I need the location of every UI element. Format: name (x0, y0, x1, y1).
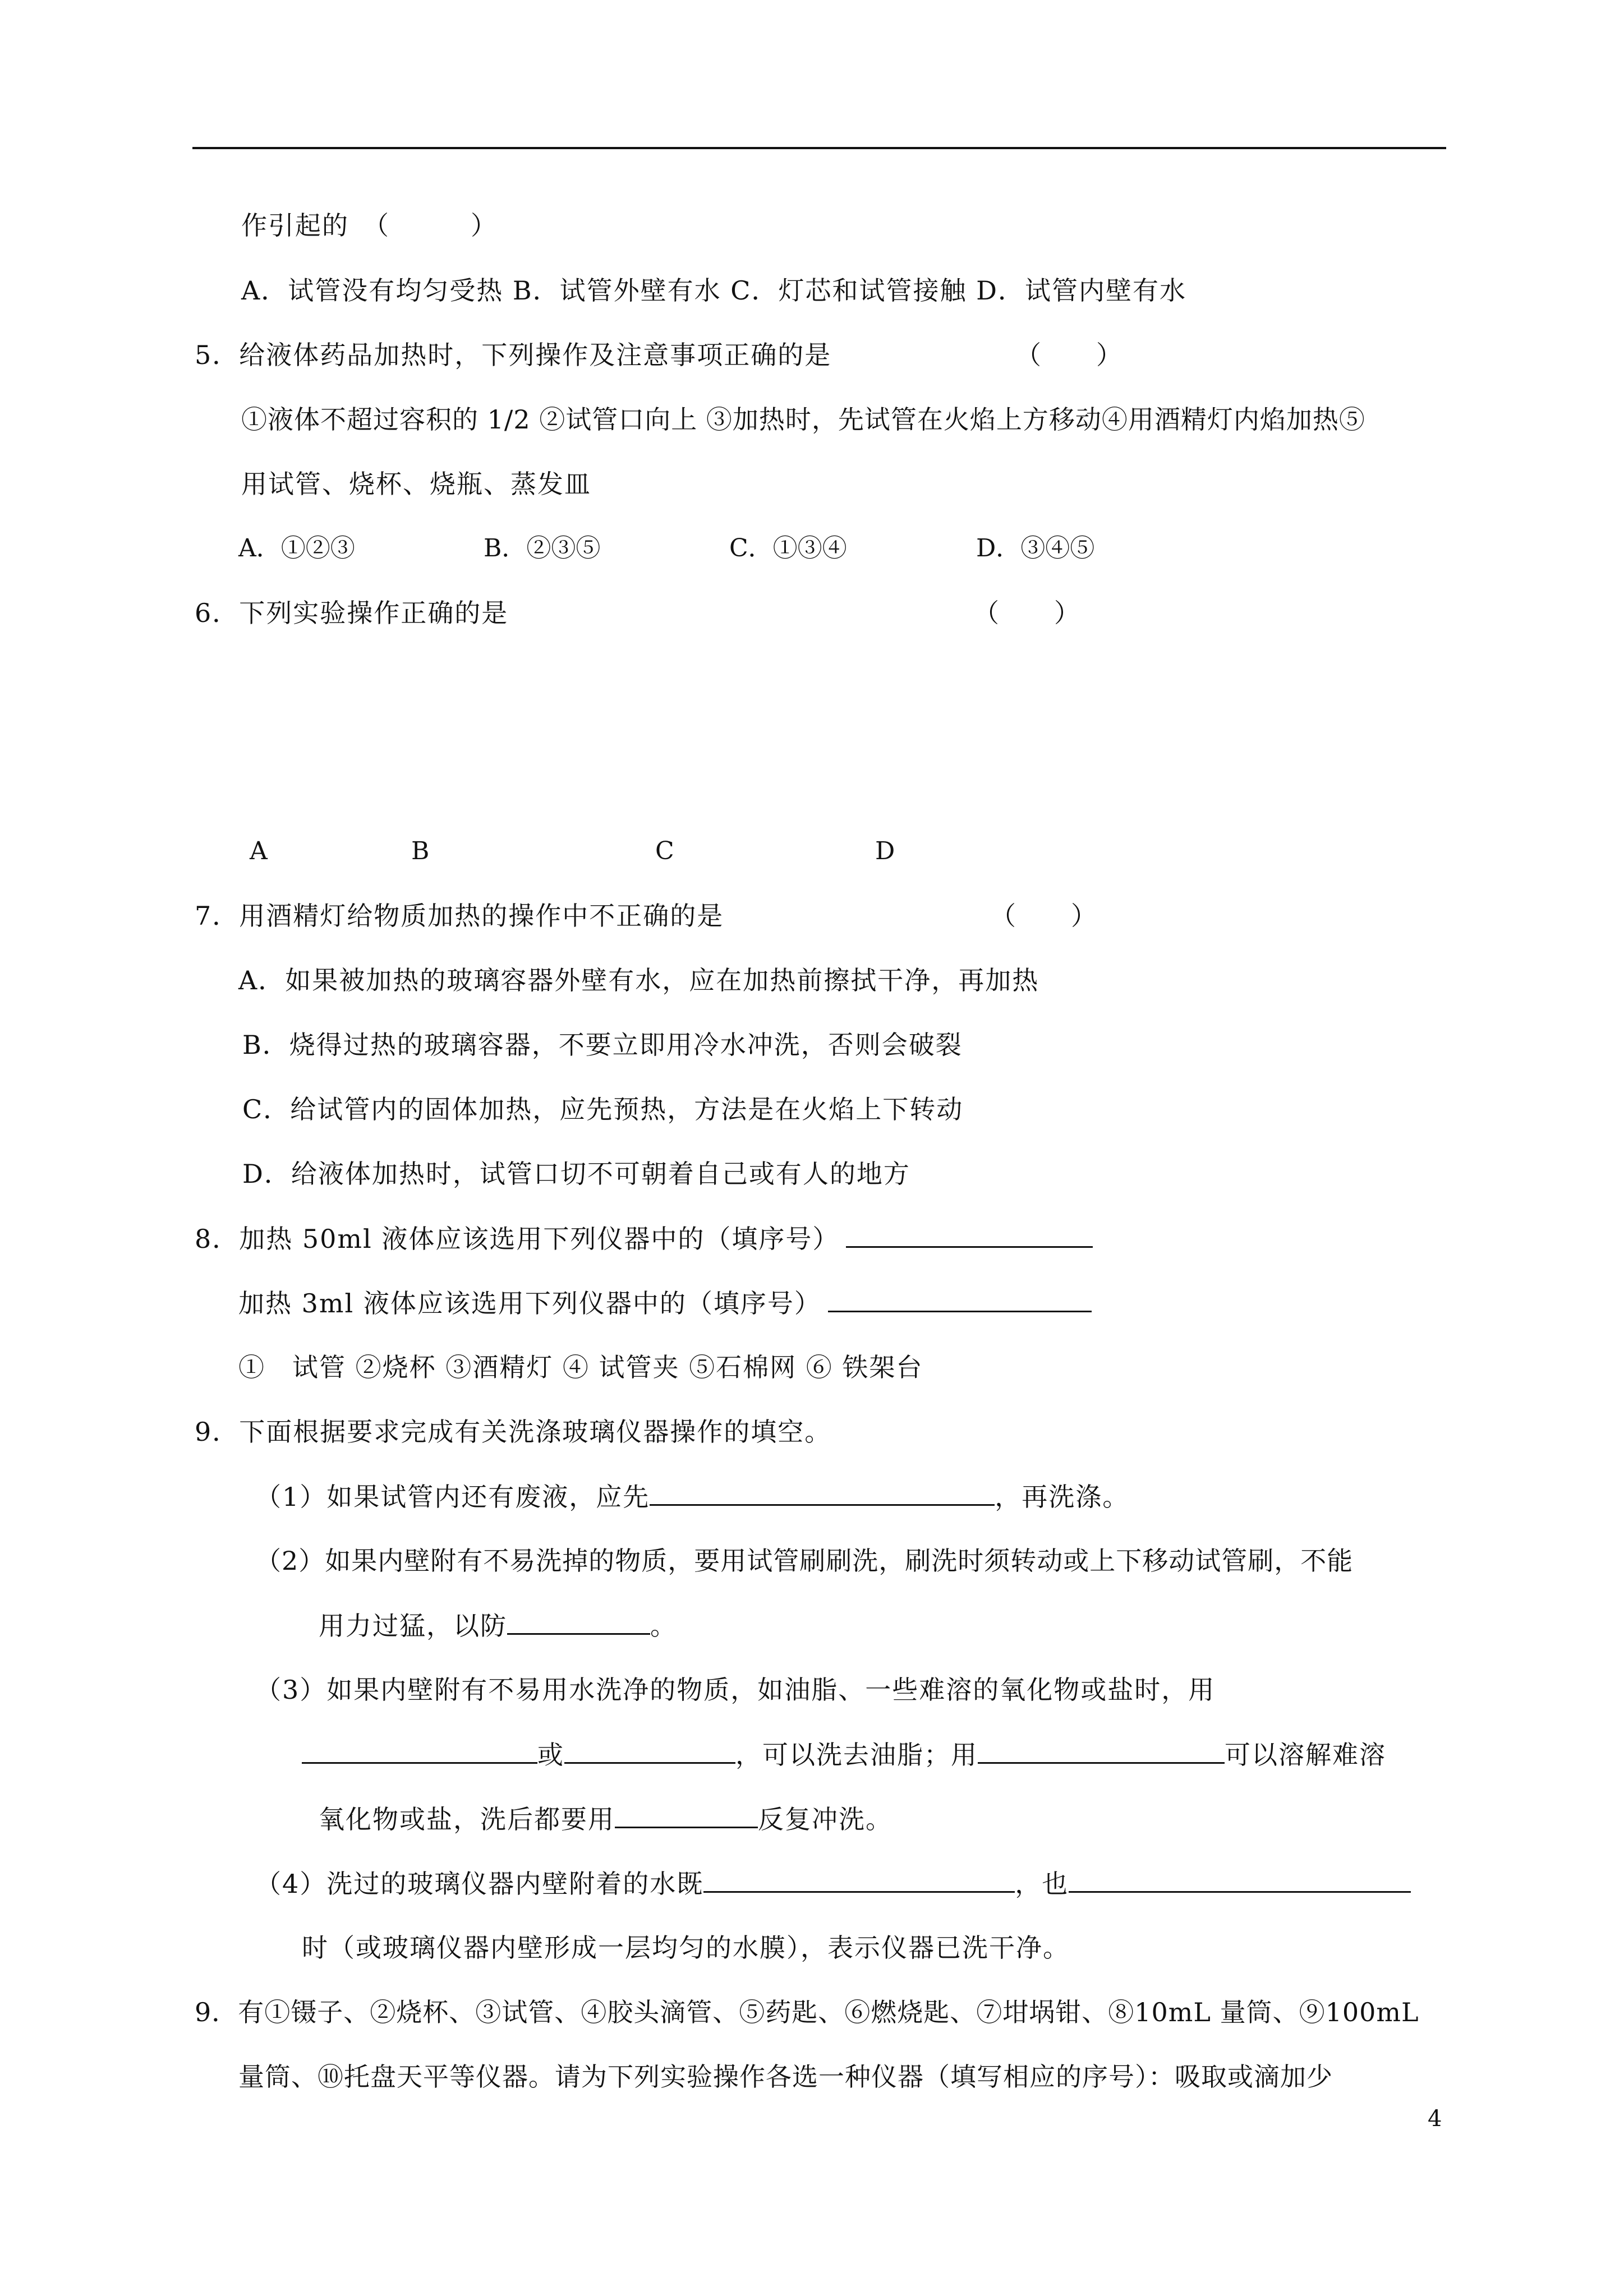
q9-part3-line2 (302, 1737, 1386, 1772)
q9-blank-1[interactable] (650, 1479, 995, 1506)
q9b-line1: 9．有①镊子、②烧杯、③试管、④胶头滴管、⑤药匙、⑥燃烧匙、⑦坩埚钳、⑧10mL 量筒、⑨100mL (195, 1997, 1419, 2027)
q6-label-d: D (875, 837, 895, 865)
q7-option-c: C．给试管内的固体加热，应先预热，方法是在火焰上下转动 (242, 1094, 964, 1124)
q5-option-a: A．①②③ (238, 534, 355, 563)
q9-part3-or: 或 (537, 1740, 564, 1770)
q9-part4-text: （4）洗过的玻璃仪器内壁附着的水既 (255, 1869, 704, 1899)
q5-line1: ①液体不超过容积的 1/2 ②试管口向上 ③加热时，先试管在火焰上方移动④用酒精灯内焰加热⑤ (241, 404, 1365, 435)
page-number: 4 (1428, 2106, 1442, 2132)
q9-part3-line3 (319, 1802, 892, 1836)
q7-option-a: A．如果被加热的玻璃容器外壁有水，应在加热前擦拭干净，再加热 (238, 965, 1039, 995)
q9-blank-4a[interactable] (703, 1866, 1015, 1893)
q9-part1-text: （1）如果试管内还有废液，应先 (255, 1482, 650, 1512)
q5-paren: （ ） (1015, 340, 1123, 370)
q8-instrument-list: ① 试管 ②烧杯 ③酒精灯 ④ 试管夹 ⑤石棉网 ⑥ 铁架台 (238, 1352, 923, 1382)
q9-part2-line2 (319, 1608, 677, 1643)
q9-part4-line1 (255, 1866, 1411, 1901)
q9-blank-3a[interactable] (302, 1737, 537, 1764)
q6-paren: （ ） (973, 598, 1081, 628)
q5-option-c: C．①③④ (729, 534, 847, 563)
q8-line1-text: 8．加热 50ml 液体应该选用下列仪器中的（填序号） (195, 1224, 840, 1254)
q9-part1 (255, 1479, 1129, 1514)
q4-options: A．试管没有均匀受热 B．试管外壁有水 C．灯芯和试管接触 D．试管内壁有水 (241, 275, 1186, 306)
header-rule (192, 147, 1446, 149)
q7-stem: 7．用酒精灯给物质加热的操作中不正确的是 (195, 901, 724, 931)
q7-paren: （ ） (990, 901, 1098, 931)
q8-blank-3ml[interactable] (828, 1286, 1092, 1312)
q9-part4-line2: 时（或玻璃仪器内壁形成一层均匀的水膜），表示仪器已洗干净。 (302, 1933, 1070, 1963)
q5-stem: 5．给液体药品加热时，下列操作及注意事项正确的是 (195, 340, 832, 370)
q9-blank-3d[interactable] (615, 1802, 758, 1828)
q6-label-c: C (655, 837, 674, 865)
q7-option-d: D．给液体加热时，试管口切不可朝着自己或有人的地方 (242, 1159, 910, 1189)
q9-part3-tail: 反复冲洗。 (758, 1804, 892, 1834)
q9-part1-end: ，再洗涤。 (995, 1482, 1130, 1512)
q8-line1 (195, 1221, 1093, 1256)
q9b-line2: 量筒、⑩托盘天平等仪器。请为下列实验操作各选一种仪器（填写相应的序号）：吸取或滴加少 (238, 2062, 1333, 2092)
q9-part2-text: 用力过猛，以防 (319, 1611, 507, 1641)
q9-blank-2[interactable] (507, 1608, 650, 1635)
q6-label-b: B (411, 837, 430, 865)
q8-line2 (238, 1286, 1092, 1320)
q6-label-a: A (250, 837, 268, 865)
q9-part3-mid: ，可以洗去油脂；用 (735, 1740, 978, 1770)
q8-blank-50ml[interactable] (846, 1221, 1093, 1248)
q9-blank-3b[interactable] (564, 1737, 735, 1764)
q9-part3-text: 氧化物或盐，洗后都要用 (319, 1804, 615, 1834)
q5-line2: 用试管、烧杯、烧瓶、蒸发皿 (241, 469, 591, 499)
q9-part3-end: 可以溶解难溶 (1225, 1740, 1386, 1770)
q9-part3-line1: （3）如果内壁附有不易用水洗净的物质，如油脂、一些难溶的氧化物或盐时，用 (255, 1675, 1216, 1705)
q5-option-d: D．③④⑤ (976, 534, 1095, 563)
q9-blank-4b[interactable] (1069, 1866, 1411, 1893)
q9-part2-line1: （2）如果内壁附有不易洗掉的物质，要用试管刷刷洗，刷洗时须转动或上下移动试管刷，不能 (255, 1546, 1354, 1576)
q6-stem: 6．下列实验操作正确的是 (195, 598, 509, 628)
q9-part4-also: ，也 (1015, 1869, 1069, 1899)
q5-option-b: B．②③⑤ (484, 534, 601, 563)
q4-tail: 作引起的 （ ） (241, 210, 498, 241)
q9-blank-3c[interactable] (978, 1737, 1225, 1764)
q8-line2-text: 加热 3ml 液体应该选用下列仪器中的（填序号） (238, 1288, 821, 1318)
q7-option-b: B．烧得过热的玻璃容器，不要立即用冷水冲洗，否则会破裂 (242, 1030, 963, 1060)
q9-stem: 9．下面根据要求完成有关洗涤玻璃仪器操作的填空。 (195, 1417, 832, 1447)
q9-part2-end: 。 (650, 1611, 677, 1641)
